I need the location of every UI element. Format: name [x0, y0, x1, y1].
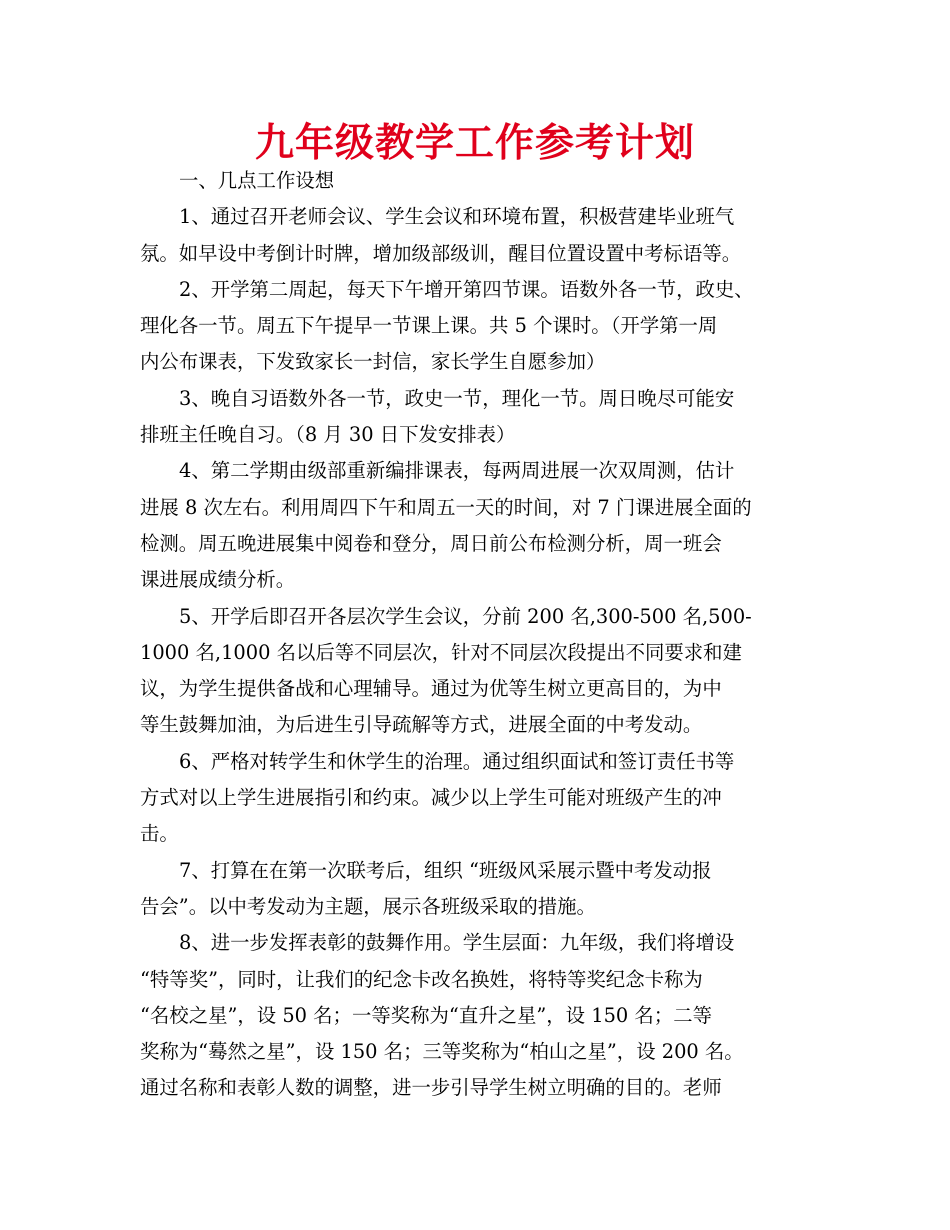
- paragraph-7-line-2: 告会”。以中考发动为主题，展示各班级采取的措施。: [140, 894, 596, 918]
- paragraph-2-line-1: 2、开学第二周起，每天下午增开第四节课。语数外各一节，政史、: [179, 277, 754, 301]
- paragraph-4-line-3: 检测。周五晚进展集中阅卷和登分，周日前公布检测分析，周一班会: [140, 531, 722, 555]
- paragraph-8-line-4: 奖称为“蓦然之星”，设 150 名；三等奖称为“柏山之星”，设 200 名。: [140, 1040, 744, 1064]
- paragraph-2-line-3: 内公布课表，下发致家长一封信，家长学生自愿参加）: [140, 350, 606, 374]
- paragraph-5-line-1: 5、开学后即召开各层次学生会议，分前 200 名,300-500 名,500-: [179, 604, 752, 628]
- paragraph-6-line-1: 6、严格对转学生和休学生的治理。通过组织面试和签订责任书等: [179, 749, 735, 773]
- document-title: 九年级教学工作参考计划: [254, 121, 695, 166]
- paragraph-1-line-1: 1、通过召开老师会议、学生会议和环境布置，积极营建毕业班气: [179, 205, 735, 229]
- paragraph-8-line-2: “特等奖”，同时，让我们的纪念卡改名换姓，将特等奖纪念卡称为: [140, 967, 703, 991]
- paragraph-3-line-1: 3、晚自习语数外各一节，政史一节，理化一节。周日晚尽可能安: [179, 386, 735, 410]
- document-body: [140, 163, 824, 1107]
- section-heading: 一、几点工作设想: [179, 169, 335, 192]
- paragraph-5-line-2: 1000 名,1000 名以后等不同层次，针对不同层次段提出不同要求和建: [140, 640, 742, 664]
- paragraph-4-line-1: 4、第二学期由级部重新编排课表，每两周进展一次双周测，估计: [179, 459, 735, 483]
- paragraph-6-line-3: 击。: [140, 822, 179, 846]
- paragraph-3-line-2: 排班主任晚自习。（8 月 30 日下发安排表）: [140, 423, 516, 447]
- paragraph-5-line-4: 等生鼓舞加油，为后进生引导疏解等方式，进展全面的中考发动。: [140, 713, 703, 737]
- paragraph-2-line-2: 理化各一节。周五下午提早一节课上课。共 5 个课时。（开学第一周: [140, 314, 718, 338]
- paragraph-5-line-3: 议，为学生提供备战和心理辅导。通过为优等生树立更高目的，为中: [140, 677, 722, 701]
- paragraph-7-line-1: 7、打算在在第一次联考后，组织 “班级风采展示暨中考发动报: [179, 858, 712, 882]
- paragraph-8-line-1: 8、进一步发挥表彰的鼓舞作用。学生层面：九年级，我们将增设: [179, 931, 735, 955]
- paragraph-8-line-3: “名校之星”，设 50 名；一等奖称为“直升之星”，设 150 名；二等: [140, 1003, 712, 1027]
- paragraph-1-line-2: 氛。如早设中考倒计时牌，增加级部级训，醒目位置设置中考标语等。: [140, 241, 742, 265]
- paragraph-8-line-5: 通过名称和表彰人数的调整，进一步引导学生树立明确的目的。老师: [140, 1076, 722, 1100]
- paragraph-6-line-2: 方式对以上学生进展指引和约束。减少以上学生可能对班级产生的冲: [140, 786, 722, 810]
- paragraph-4-line-2: 进展 8 次左右。利用周四下午和周五一天的时间，对 7 门课进展全面的: [140, 495, 752, 519]
- paragraph-4-line-4: 课进展成绩分析。: [140, 568, 296, 592]
